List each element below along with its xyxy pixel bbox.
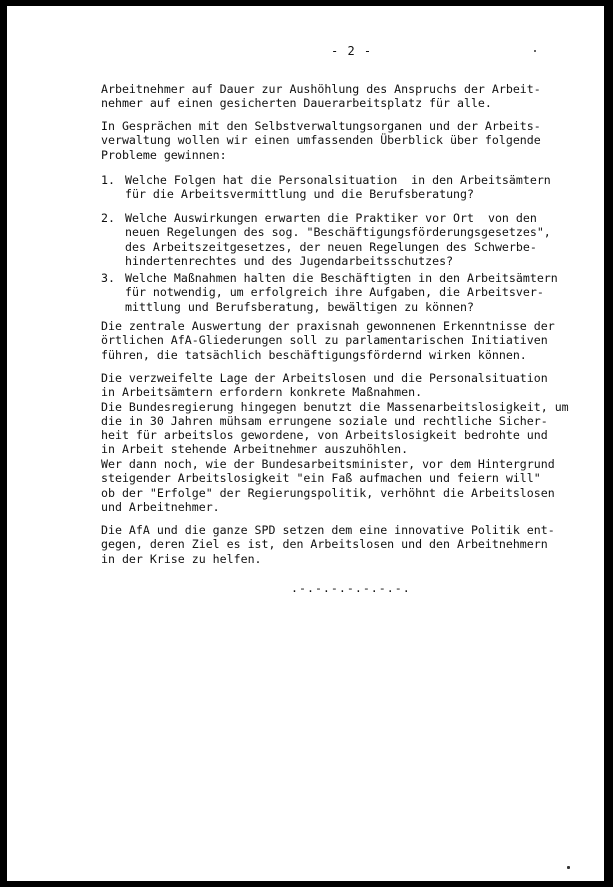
list-item-text: Welche Auswirkungen erwarten die Praktiker vor Ort von den neuen Regelungen des sog. "Beschäftigungsförderungsgesetzes", des Arbeitszeitgesetzes, der neuen Regelungen des Schwerbe- hindertenrechtes und des Jugendarbeitsschutzes? [125, 211, 551, 268]
paragraph-afa-spd: Die AfA und die ganze SPD setzen dem eine innovative Politik ent- gegen, deren Ziel es ist, den Arbeitslosen und den Arbeitnehmern in der Krise zu helfen. [101, 523, 555, 566]
list-item-number: 2. [101, 211, 115, 225]
paragraph-lage: Die verzweifelte Lage der Arbeitslosen und die Personalsituation in Arbeitsämtern erfordern konkrete Maßnahmen. Die Bundesregierung hingegen benutzt die Massenarbeitslosigkeit, um die in 30 Jahren mühsam errungene soziale und rechtliche Sicher- heit für arbeitslos gewordene, von Arbeitslosigkeit bedrohte und in Arbeit stehende Arbeitnehmer auszuhöhlen. [101, 371, 569, 457]
list-item-text: Welche Maßnahmen halten die Beschäftigten in den Arbeitsämtern für notwendig, um erfolgreich ihre Aufgaben, die Arbeitsver- mittlung und Berufsberatung, bewältigen zu können? [125, 271, 558, 314]
scan-speck [567, 866, 570, 869]
end-divider: .-.-.-.-.-.-.-. [291, 581, 411, 595]
paragraph-gespraeche: In Gesprächen mit den Selbstverwaltungsorganen und der Arbeits- verwaltung wollen wir einen umfassenden Überblick über folgende Probleme gewinnen: [101, 119, 541, 162]
list-item-text: Welche Folgen hat die Personalsituation in den Arbeitsämtern für die Arbeitsvermittlung und die Berufsberatung? [125, 173, 551, 202]
paragraph-auswertung: Die zentrale Auswertung der praxisnah gewonnenen Erkenntnisse der örtlichen AfA-Gliederungen soll zu parlamentarischen Initiativen führen, die tatsächlich beschäftigungsfördernd wirken können. [101, 319, 555, 362]
paragraph-bundesarbeitsminister: Wer dann noch, wie der Bundesarbeitsminister, vor dem Hintergrund steigender Arbeitslosigkeit "ein Faß aufmachen und feiern will" ob der "Erfolge" der Regierungspolitik, verhöhnt die Arbeitslosen und Arbeitnehmer. [101, 457, 555, 514]
list-item-number: 3. [101, 271, 115, 285]
page-number: - 2 - [331, 44, 373, 58]
list-item-number: 1. [101, 173, 115, 187]
document-page [7, 6, 604, 881]
paragraph-intro: Arbeitnehmer auf Dauer zur Aushöhlung des Anspruchs der Arbeit- nehmer auf einen gesicherten Dauerarbeitsplatz für alle. [101, 82, 541, 111]
scan-speck [534, 50, 536, 52]
